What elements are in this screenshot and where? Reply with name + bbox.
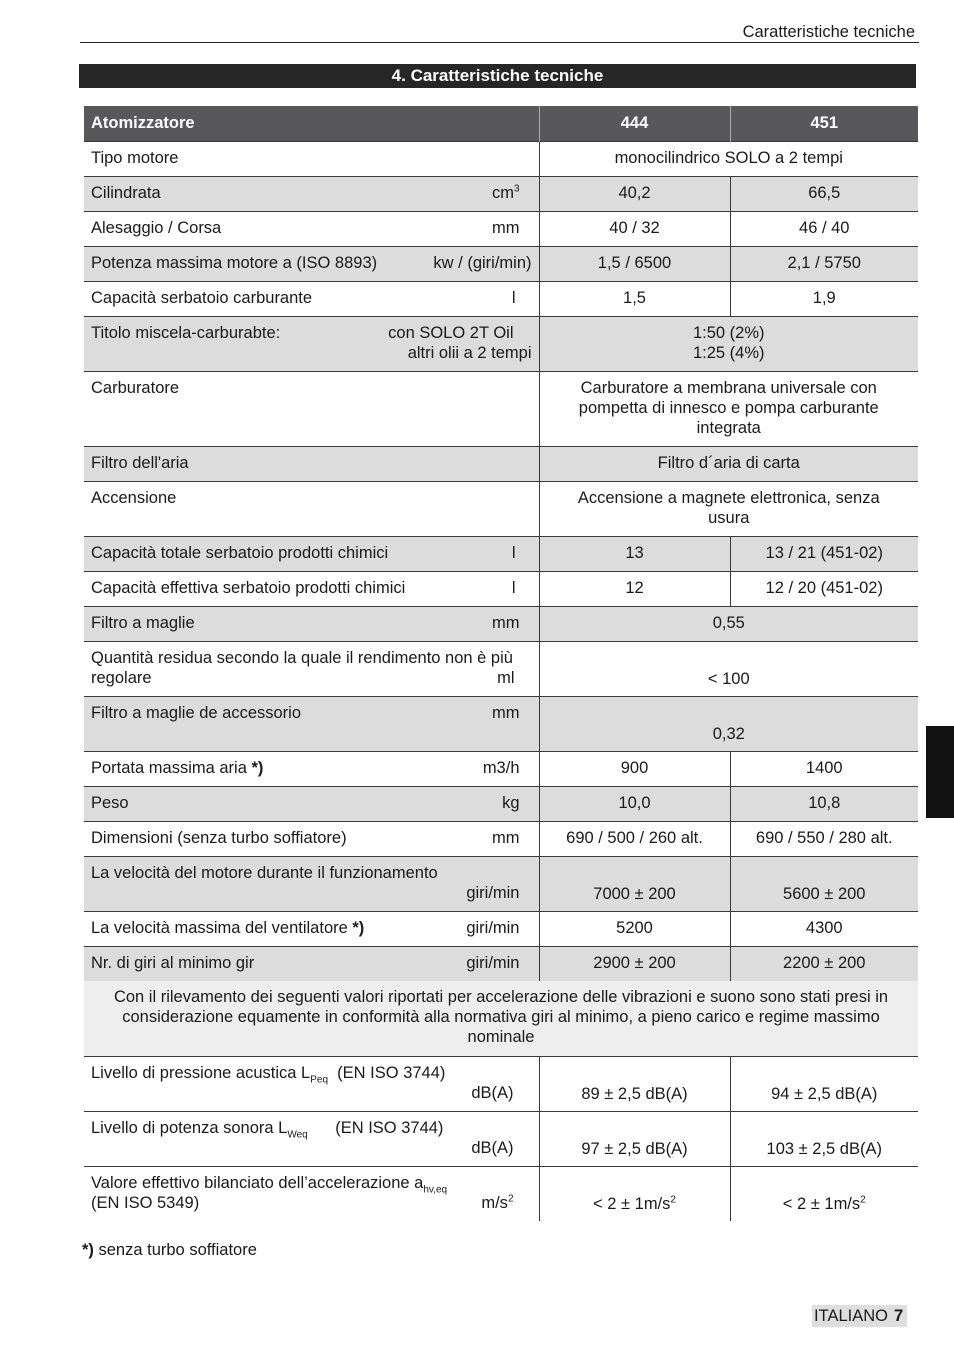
table-row [84,696,918,751]
row-unit: dB(A) [471,1138,514,1157]
table-row [84,1166,918,1221]
value-444: 40,2 [539,176,730,211]
value-451: 690 / 550 / 280 alt. [730,821,918,856]
row-label: Titolo miscela-carburabte: [91,323,281,342]
value-444: 1,5 / 6500 [539,246,730,281]
table-row [84,281,918,316]
value-444: 89 ± 2,5 dB(A) [539,1056,730,1111]
value-444: 5200 [539,911,730,946]
row-unit: dB(A) [471,1083,514,1102]
table-row [84,536,918,571]
row-sublabel: altri olii a 2 tempi [407,343,532,362]
value-444: 900 [539,751,730,786]
row-value: 1:25 (4%) [692,343,765,362]
table-row [84,1056,918,1111]
table-row [84,821,918,856]
row-label: Nr. di giri al minimo gir [91,953,255,972]
row-unit: ml [497,668,515,687]
value-451: 46 / 40 [730,211,918,246]
spec-table [84,106,918,1221]
measurement-note: Con il rilevamento dei seguenti valori riportati per accelerazione delle vibrazioni e suono sono stati presi in considerazione equamente in conformità alla normativa giri al minimo, a pieno carico e regime massimo nominale [84,981,918,1056]
row-label: Tipo motore [91,148,179,167]
row-unit: giri/min [466,918,520,937]
row-label: Valore effettivo bilanciato dell’accelerazione $a_{hv,eq}$ [91,1173,448,1195]
row-unit: $m/s^2$ [481,1193,514,1212]
table-header-row [84,106,918,141]
value-451: 2,1 / 5750 [730,246,918,281]
value-444: 10,0 [539,786,730,821]
value-444: 1,5 [539,281,730,316]
value-451: 94 ± 2,5 dB(A) [730,1056,918,1111]
section-title: 4. Caratteristiche tecniche [79,64,916,88]
row-value: Carburatore a membrana universale con pompetta di innesco e pompa carburante integrata [539,371,918,446]
table-row [84,481,918,536]
row-unit: l [511,543,516,562]
value-451: 12 / 20 (451-02) [730,571,918,606]
table-row [84,911,918,946]
row-unit: mm [492,218,520,237]
row-value: Accensione a magnete elettronica, senza usura [539,481,918,536]
row-label: Carburatore [91,378,180,397]
value-444: 40 / 32 [539,211,730,246]
row-label: Capacità totale serbatoio prodotti chimici [91,543,389,562]
row-value: Filtro d´aria di carta [539,446,918,481]
table-row [84,606,918,641]
table-row [84,246,918,281]
table-row [84,786,918,821]
table-row [84,751,918,786]
table-note-row [84,981,918,1056]
row-unit: mm [492,613,520,632]
row-label: Capacità effettiva serbatoio prodotti chimici [91,578,406,597]
row-label: Filtro a maglie de accessorio [91,703,302,722]
table-row [84,176,918,211]
row-label: Peso [91,793,129,812]
row-label: La velocità massima del ventilatore *) [91,918,365,937]
value-451: 13 / 21 (451-02) [730,536,918,571]
value-451: 2200 ± 200 [730,946,918,981]
row-unit: l [511,578,516,597]
row-value: 0,32 [539,696,918,751]
value-444: 7000 ± 200 [539,856,730,911]
page-number: 7 [893,1307,904,1325]
row-label: Filtro a maglie [91,613,195,632]
value-451: 103 ± 2,5 dB(A) [730,1111,918,1166]
row-label: Alesaggio / Corsa [91,218,222,237]
value-451: 5600 ± 200 [730,856,918,911]
row-unit: mm [492,828,520,847]
value-444: 97 ± 2,5 dB(A) [539,1111,730,1166]
value-451: < $2 \pm 1m/s^2$ [730,1166,918,1221]
row-label: Livello di potenza sonora $L_{Weq}$ (EN ISO 3744) [91,1118,444,1140]
table-row [84,141,918,176]
value-444: 12 [539,571,730,606]
row-value: monocilindrico SOLO a 2 tempi [539,141,918,176]
value-444: 13 [539,536,730,571]
row-label: Quantità residua secondo la quale il rendimento non è più regolare [91,648,513,687]
value-451: 1,9 [730,281,918,316]
table-row [84,446,918,481]
row-label: Accensione [91,488,177,507]
row-label: Dimensioni (senza turbo soffiatore) [91,828,347,847]
table-row [84,211,918,246]
row-value: 0,55 [539,606,918,641]
row-value: 1:50 (2%) [692,323,765,342]
table-row [84,946,918,981]
row-unit: m3/h [482,758,520,777]
row-unit: kg [502,793,520,812]
row-unit: mm [492,703,520,722]
value-451: 10,8 [730,786,918,821]
table-row [84,1111,918,1166]
table-row [84,641,918,696]
row-unit: giri/min [466,953,520,972]
row-unit: kw / (giri/min) [433,253,532,272]
value-444: < $2 \pm 1m/s^2$ [539,1166,730,1221]
table-row [84,856,918,911]
language-thumb-tab [926,726,954,818]
value-444: 690 / 500 / 260 alt. [539,821,730,856]
row-unit: giri/min [466,883,520,902]
row-label: Capacità serbatoio carburante [91,288,313,307]
row-label: La velocità del motore durante il funzionamento [91,863,438,882]
row-unit: $cm^3$ [491,183,520,202]
row-label: Livello di pressione acustica $L_{Peq}$ (EN ISO 3744) [91,1063,446,1085]
row-label: Cilindrata [91,183,161,202]
header-col-451: 451 [730,106,918,141]
row-label: Portata massima aria *) [91,758,264,777]
value-444: 2900 ± 200 [539,946,730,981]
table-row [84,316,918,371]
value-451: 1400 [730,751,918,786]
value-451: 66,5 [730,176,918,211]
table-row [84,371,918,446]
footnote: *) senza turbo soffiatore [82,1241,257,1259]
header-col-444: 444 [539,106,730,141]
header-label: Atomizzatore [84,106,539,141]
row-value: < 100 [539,641,918,696]
row-label: Filtro dell'aria [84,446,539,481]
page-footer [812,1305,907,1327]
row-sublabel: con SOLO 2T Oil [388,323,514,342]
row-label: Potenza massima motore a (ISO 8893) [91,253,378,272]
footer-language: ITALIANO [814,1307,888,1325]
row-label-standard: (EN ISO 5349) [91,1193,200,1212]
row-unit: l [511,288,516,307]
value-451: 4300 [730,911,918,946]
table-row [84,571,918,606]
running-header: Caratteristiche tecniche [80,22,919,43]
